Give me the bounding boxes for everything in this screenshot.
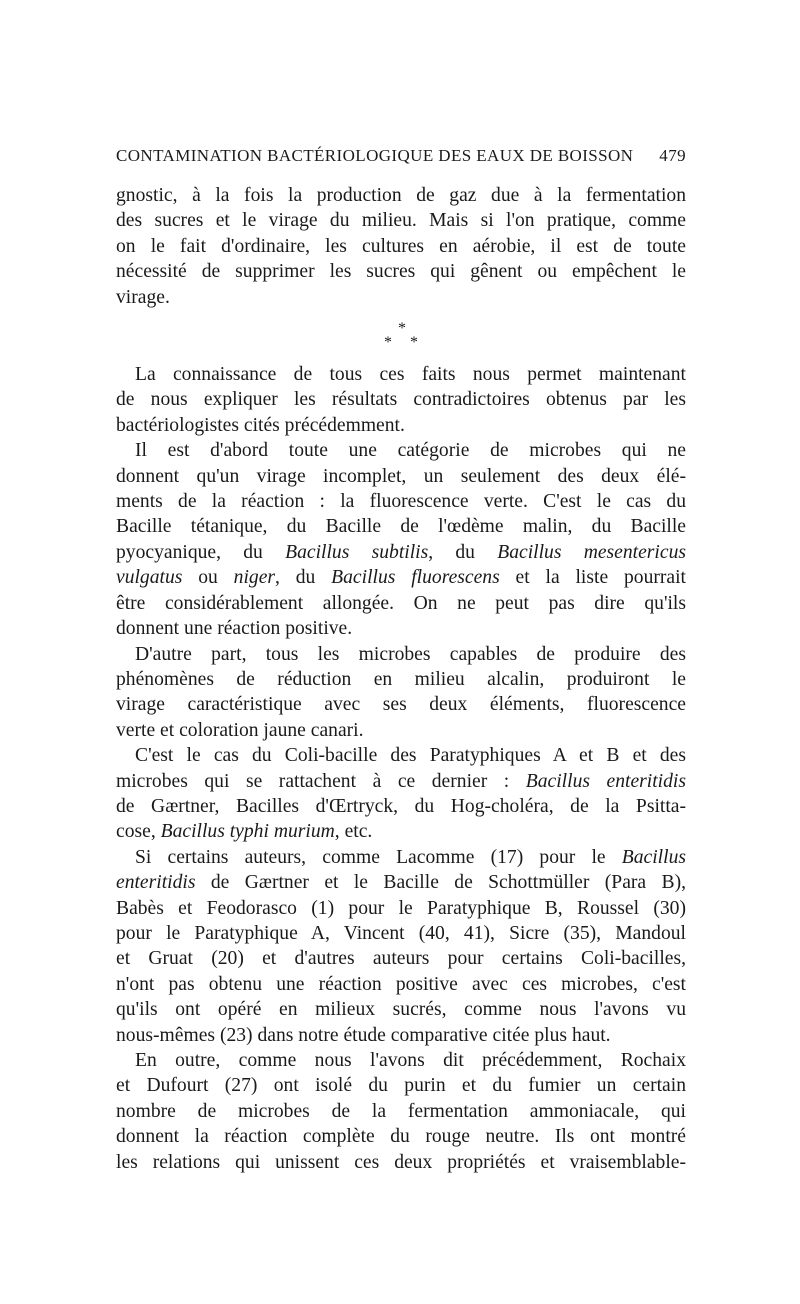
asterisk-ornament: * bbox=[398, 320, 406, 338]
text-line: virage. bbox=[116, 286, 170, 308]
text-run: et la liste pourrait bbox=[499, 567, 686, 589]
species-name: enteritidis bbox=[116, 872, 196, 894]
text-line: D'autre part, tous les microbes capables de produire des bbox=[135, 643, 686, 665]
text-line: les relations qui unissent ces deux propriétés et vraisemblable- bbox=[116, 1151, 686, 1173]
species-name: Bacillus fluorescens bbox=[331, 567, 500, 589]
species-name: Bacillus typhi murium bbox=[160, 821, 335, 843]
text-run: de Gærtner et le Bacille de Schottmüller (Para B), bbox=[195, 872, 686, 894]
text-line: La connaissance de tous ces faits nous permet maintenant bbox=[135, 364, 686, 386]
text-line: Bacille tétanique, du Bacille de l'œdème malin, du Bacille bbox=[116, 516, 686, 538]
species-name: niger bbox=[233, 567, 276, 589]
text-run: ou bbox=[182, 567, 234, 589]
text-line: gnostic, à la fois la production de gaz due à la fermentation bbox=[116, 185, 686, 206]
text-line: on le fait d'ordinaire, les cultures en aérobie, il est de toute bbox=[116, 235, 686, 257]
section-separator bbox=[116, 310, 686, 362]
text-line: donnent la réaction complète du rouge neutre. Ils ont montré bbox=[116, 1126, 686, 1148]
text-run: pyocyanique, du bbox=[116, 541, 286, 563]
text-line: donnent une réaction positive. bbox=[116, 618, 353, 640]
text-line: et Dufourt (27) ont isolé du purin et du fumier un certain bbox=[116, 1075, 686, 1097]
text-line: virage caractéristique avec ses deux éléments, fluorescence bbox=[116, 694, 686, 716]
text-line: nécessité de supprimer les sucres qui gênent ou empêchent le bbox=[116, 261, 686, 283]
text-line: et Gruat (20) et d'autres auteurs pour certains Coli-bacilles, bbox=[116, 948, 686, 970]
text-line bbox=[116, 540, 686, 565]
text-line bbox=[116, 769, 686, 794]
text-run: cose, bbox=[116, 821, 161, 843]
text-line: ments de la réaction : la fluorescence verte. C'est le cas du bbox=[116, 491, 686, 513]
species-name: Bacillus subtilis bbox=[285, 541, 429, 563]
text-run: , du bbox=[275, 567, 332, 589]
text-run: , etc. bbox=[334, 821, 373, 843]
text-line: des sucres et le virage du milieu. Mais si l'on pratique, comme bbox=[116, 210, 686, 232]
text-line: de Gærtner, Bacilles d'Œrtryck, du Hog-choléra, de la Psitta- bbox=[116, 795, 686, 817]
species-name: Bacillus mesentericus bbox=[497, 541, 686, 563]
text-line: qu'ils ont opéré en milieux sucrés, comme nous l'avons vu bbox=[116, 999, 686, 1021]
text-line: donnent qu'un virage incomplet, un seulement des deux élé- bbox=[116, 465, 686, 487]
text-line bbox=[116, 870, 686, 895]
text-line: Il est d'abord toute une catégorie de microbes qui ne bbox=[135, 440, 686, 462]
paragraph-7 bbox=[116, 1048, 686, 1175]
text-line bbox=[116, 565, 686, 590]
text-line: être considérablement allongée. On ne peut pas dire qu'ils bbox=[116, 592, 686, 614]
page-number: 479 bbox=[659, 146, 686, 165]
text-line: de nous expliquer les résultats contradictoires obtenus par les bbox=[116, 389, 686, 411]
paragraph-4 bbox=[116, 642, 686, 744]
text-line: phénomènes de réduction en milieu alcalin, produiront le bbox=[116, 668, 686, 690]
paragraph-1 bbox=[116, 183, 686, 310]
paragraph-2 bbox=[116, 362, 686, 438]
paragraph-5 bbox=[116, 743, 686, 845]
text-line: nombre de microbes de la fermentation ammoniacale, qui bbox=[116, 1100, 686, 1122]
text-line: pour le Paratyphique A, Vincent (40, 41), Sicre (35), Mandoul bbox=[116, 922, 686, 944]
text-line: Babès et Feodorasco (1) pour le Paratyphique B, Roussel (30) bbox=[116, 897, 686, 919]
text-line: verte et coloration jaune canari. bbox=[116, 719, 364, 741]
text-line bbox=[116, 845, 686, 870]
species-name: vulgatus bbox=[116, 567, 183, 589]
running-header bbox=[116, 146, 686, 166]
text-run: microbes qui se rattachent à ce dernier : bbox=[116, 770, 526, 792]
asterisk-ornament: * bbox=[410, 334, 418, 352]
text-line: En outre, comme nous l'avons dit précédemment, Rochaix bbox=[135, 1050, 686, 1071]
body-text bbox=[116, 183, 686, 1175]
species-name: Bacillus enteritidis bbox=[525, 770, 686, 792]
paragraph-6 bbox=[116, 845, 686, 1048]
text-line bbox=[116, 819, 686, 844]
text-line: nous-mêmes (23) dans notre étude comparative citée plus haut. bbox=[116, 1024, 611, 1046]
running-title: CONTAMINATION BACTÉRIOLOGIQUE DES EAUX DE BOISSON bbox=[116, 146, 634, 165]
text-line: bactériologistes cités précédemment. bbox=[116, 414, 405, 436]
text-line: C'est le cas du Coli-bacille des Paratyphiques A et B et des bbox=[135, 745, 686, 767]
paragraph-3 bbox=[116, 438, 686, 641]
text-run: , du bbox=[428, 541, 498, 563]
text-line: n'ont pas obtenu une réaction positive avec ces microbes, c'est bbox=[116, 973, 686, 995]
species-name: Bacillus bbox=[621, 846, 686, 868]
text-run: Si certains auteurs, comme Lacomme (17) pour le bbox=[135, 846, 622, 868]
asterisk-ornament: * bbox=[384, 334, 392, 352]
